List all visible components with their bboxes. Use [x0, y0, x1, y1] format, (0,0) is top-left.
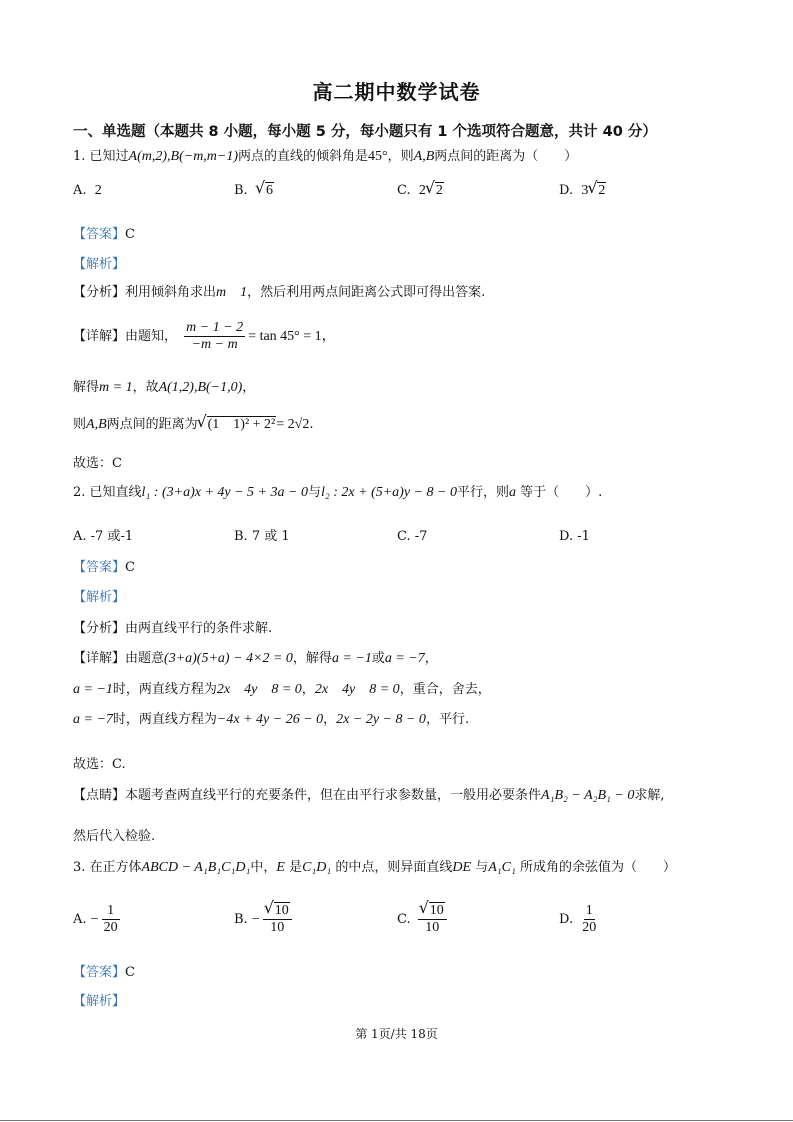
detail-equation: (3+a)(5+a) − 4×2 = 0 — [164, 651, 293, 666]
fraction-denominator: −m − m — [191, 337, 238, 352]
fraction — [102, 903, 120, 936]
option-value: 2 — [435, 183, 443, 198]
detail-tag: 【详解】 — [73, 651, 126, 666]
answer-tag: 【答案】 — [73, 560, 126, 575]
option-label: A. — [73, 183, 87, 198]
fenxi-tag: 【分析】 — [73, 285, 126, 300]
q1-option-a — [73, 182, 102, 200]
option-sign: − — [90, 912, 99, 927]
q1-distance — [73, 416, 314, 434]
q3-edge: C₁D₁ — [302, 860, 332, 875]
detail-solution: a = −1 — [331, 651, 372, 666]
bottom-divider — [0, 1120, 793, 1121]
q2-dianjing-cont: 然后代入检验. — [73, 829, 156, 844]
q1-stem-text: 1. 已知过 — [73, 149, 129, 164]
distance-text: 两点间的距离为 — [106, 417, 198, 432]
solve-text: ，故 — [132, 380, 159, 395]
fraction-denominator: 20 — [103, 920, 118, 935]
fraction-denominator: 10 — [270, 920, 285, 935]
fenxi-text: ，然后利用两点间距离公式即可得出答案. — [247, 285, 486, 300]
sqrt — [420, 903, 445, 919]
answer-value: C — [125, 227, 135, 242]
q1-stem-text: ，则 — [387, 149, 414, 164]
q3-option-c — [397, 903, 450, 936]
fraction — [263, 903, 292, 936]
detail-text: 由题知， — [125, 329, 178, 344]
detail-text: ，解得 — [292, 651, 332, 666]
q1-choice: 故选：C — [73, 456, 122, 471]
q3-option-b — [234, 903, 295, 936]
fenxi-text: 利用倾斜角求出 — [125, 285, 217, 300]
q2-option-c: C. -7 — [397, 529, 428, 544]
option-label: A. — [73, 912, 87, 927]
fraction-numerator: 1 — [585, 903, 593, 918]
q2-choice: 故选：C. — [73, 757, 126, 772]
dianjing-tag: 【点睛】 — [73, 788, 126, 803]
q3-stem-text: 所成角的余弦值为（ ） — [520, 860, 677, 875]
q3-point-e: E — [276, 860, 285, 875]
q1-option-d — [559, 182, 606, 200]
analysis-tag: 【解析】 — [73, 994, 126, 1009]
fraction-numerator: m − 1 − 2 — [186, 320, 244, 335]
option-value: 6 — [265, 183, 273, 198]
distance-result: = 2√2 — [276, 417, 310, 432]
q1-option-c — [397, 182, 444, 200]
option-value: 2 — [598, 183, 606, 198]
case-equation: 2x 4y 8 = 0 — [314, 682, 400, 697]
fenxi-text: 由两直线平行的条件求解. — [125, 621, 273, 636]
radicand: 10 — [274, 903, 289, 918]
case-text: ， — [323, 712, 337, 727]
option-value: 2 — [94, 183, 102, 198]
option-label: B. — [234, 183, 248, 198]
option-label: D. — [559, 183, 574, 198]
solve-text: 解得 — [73, 380, 100, 395]
q3-stem-text: 是 — [289, 860, 303, 875]
solve-text: ， — [242, 380, 256, 395]
option-label: C. — [397, 183, 411, 198]
detail-equation: = tan 45° = 1， — [248, 329, 336, 344]
radicand: 10 — [429, 903, 444, 918]
option-label: C. — [397, 912, 411, 927]
q1-stem-text: 两点的直线的倾斜角是 — [238, 149, 369, 164]
option-sign: − — [251, 912, 260, 927]
q2-stem-text: 平行，则 — [456, 485, 509, 500]
q1-analysis — [73, 256, 125, 274]
fraction-denominator: 10 — [425, 920, 440, 935]
q2-case1 — [73, 681, 491, 699]
sqrt — [256, 182, 274, 200]
fraction — [580, 903, 598, 936]
q3-cube: ABCD − A₁B₁C₁D₁ — [141, 860, 251, 875]
detail-tag: 【详解】 — [73, 329, 126, 344]
q2-var: a — [508, 485, 516, 500]
q2-stem-text: 等于（ ）. — [520, 485, 603, 500]
q1-stem-text: 两点间的距离为（ ） — [434, 149, 578, 164]
case-value: a = −7 — [73, 712, 113, 727]
answer-tag: 【答案】 — [73, 227, 126, 242]
q3-stem-text: 的中点，则异面直线 — [335, 860, 453, 875]
detail-text: 或 — [371, 651, 385, 666]
option-label: D. — [559, 912, 574, 927]
solve-math: m = 1 — [99, 380, 133, 395]
case-text: 时，两直线方程为 — [112, 682, 217, 697]
case-text: ，平行. — [425, 712, 470, 727]
q1-answer — [73, 226, 135, 244]
q3-stem-text: 与 — [475, 860, 489, 875]
detail-text: ， — [424, 651, 438, 666]
answer-value: C — [125, 560, 135, 575]
fraction — [418, 903, 447, 936]
q2-stem-text: 与 — [307, 485, 321, 500]
q1-ab: A,B — [413, 149, 435, 164]
sqrt — [426, 182, 444, 200]
analysis-tag: 【解析】 — [73, 257, 126, 272]
fraction-numerator — [263, 903, 292, 920]
q3-answer — [73, 964, 135, 982]
page-title: 高二期中数学试卷 — [312, 80, 481, 104]
q1-stem — [73, 148, 577, 166]
q2-option-d: D. -1 — [559, 529, 590, 544]
case-equation: 2x 4y 8 = 0 — [216, 682, 302, 697]
q3-line-ac: A₁C₁ — [488, 860, 516, 875]
fraction — [184, 320, 245, 353]
answer-value: C — [125, 965, 135, 980]
distance-text: 则 — [73, 417, 87, 432]
page-footer: 第 1页/共 18页 — [355, 1027, 438, 1041]
q2-stem — [73, 484, 602, 502]
q3-stem — [73, 859, 676, 877]
dianjing-text: 本题考查两直线平行的充要条件，但在由平行求参数量，一般用必要条件 — [125, 788, 542, 803]
case-text: ， — [301, 682, 315, 697]
q1-option-b — [234, 182, 274, 200]
q2-option-b: B. 7 或 1 — [234, 529, 290, 544]
q3-option-a — [73, 903, 123, 936]
fraction-numerator: 1 — [107, 903, 115, 918]
sqrt — [198, 416, 277, 434]
q2-answer — [73, 559, 135, 577]
q3-stem-text: 中， — [250, 860, 277, 875]
q3-line-de: DE — [452, 860, 472, 875]
q1-angle: 45° — [368, 149, 388, 164]
q1-fenxi — [73, 284, 485, 302]
q2-detail — [73, 650, 438, 668]
distance-radicand: (1 1)² + 2² — [207, 417, 276, 432]
detail-solution: a = −7 — [384, 651, 425, 666]
q2-fenxi — [73, 620, 272, 638]
sqrt — [265, 903, 290, 919]
q2-line2: l₂ : 2x + (5+a)y − 8 − 0 — [320, 485, 457, 500]
q2-case2 — [73, 711, 469, 729]
distance-ab: A,B — [86, 417, 107, 432]
option-coef: 3 — [581, 183, 589, 198]
q3-stem-text: 3. 在正方体 — [73, 860, 142, 875]
case-text: 时，两直线方程为 — [112, 712, 217, 727]
option-coef: 2 — [418, 183, 426, 198]
sqrt — [588, 182, 606, 200]
dianjing-equation: A₁B₂ − A₂B₁ − 0 — [541, 788, 635, 803]
fraction-denominator: 20 — [582, 920, 597, 935]
case-equation: −4x + 4y − 26 − 0 — [216, 712, 324, 727]
q1-solve — [73, 379, 255, 397]
q2-analysis — [73, 589, 125, 607]
option-label: B. — [234, 912, 248, 927]
distance-text: . — [309, 417, 314, 432]
q2-line1: l₁ : (3+a)x + 4y − 5 + 3a − 0 — [141, 485, 308, 500]
case-text: ，重合，舍去， — [399, 682, 491, 697]
dianjing-text: 求解, — [634, 788, 665, 803]
q2-stem-text: 2. 已知直线 — [73, 485, 142, 500]
detail-text: 由题意 — [125, 651, 165, 666]
section-heading: 一、单选题（本题共 8 小题，每小题 5 分，每小题只有 1 个选项符合题意，共计 40 分） — [73, 124, 657, 140]
q2-dianjing — [73, 787, 665, 805]
analysis-tag: 【解析】 — [73, 590, 126, 605]
q2-option-a: A. -7 或-1 — [73, 529, 134, 544]
case-equation: 2x − 2y − 8 − 0 — [336, 712, 426, 727]
answer-tag: 【答案】 — [73, 965, 126, 980]
fraction-numerator — [418, 903, 447, 920]
q3-option-d — [559, 903, 601, 936]
fenxi-tag: 【分析】 — [73, 621, 126, 636]
q1-detail — [73, 320, 336, 353]
q1-points: A(m,2),B(−m,m−1) — [128, 149, 239, 164]
fenxi-math: m 1 — [216, 285, 248, 300]
solve-points: A(1,2),B(−1,0) — [158, 380, 243, 395]
case-value: a = −1 — [73, 682, 113, 697]
q3-analysis — [73, 993, 125, 1011]
